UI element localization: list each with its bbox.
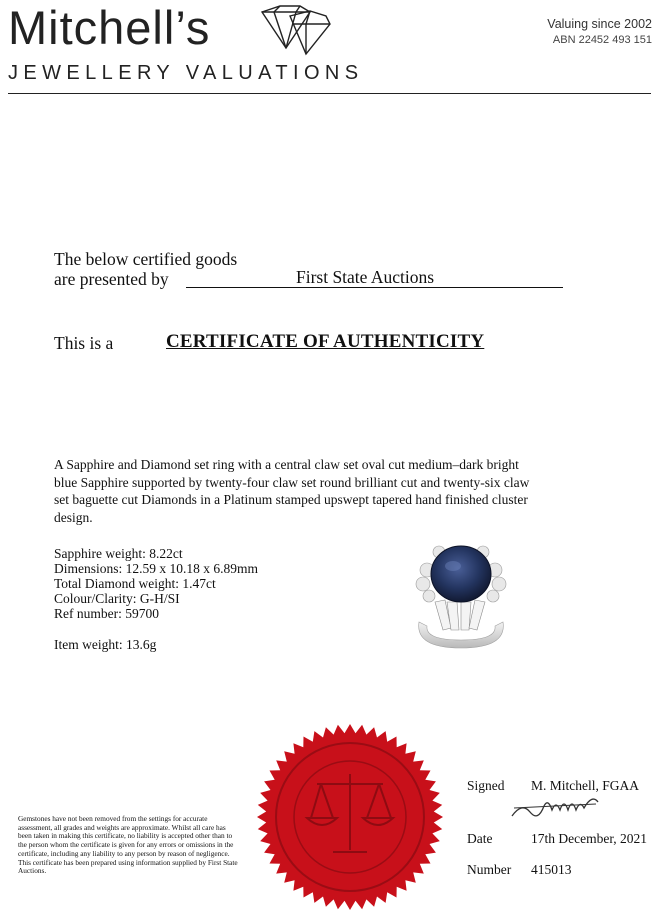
certificate-title: CERTIFICATE OF AUTHENTICITY: [166, 331, 485, 352]
spec-colour-clarity: Colour/Clarity: G-H/SI: [54, 591, 180, 606]
presented-line-2: are presented by: [54, 269, 169, 289]
ring-photo: [405, 530, 517, 650]
certificate-prefix: This is a: [54, 333, 114, 353]
item-description: A Sapphire and Diamond set ring with a central claw set oval cut medium–dark bright blue Sapphire supported by twenty-four claw set round brilliant cut and twenty-six claw set baguette cut Diamonds in a Platinum stamped upswept tapered hand finished cluster design.: [54, 457, 530, 525]
spec-ref-number: Ref number: 59700: [54, 606, 159, 621]
disclaimer-text: Gemstones have not been removed from the settings for accurate assessment, all grades and weights are approximate. Whilst all care has been taken in making this certificate, no liability is accepted other than to the person whom the certificate is given for any errors or omissions in the certificate, including any liability to any person by reason of negligence. This certificate has been prepared using information supplied by First State Auctions.: [18, 814, 238, 876]
tagline: Valuing since 2002: [547, 17, 652, 31]
wax-seal: [255, 722, 445, 912]
header-divider: [8, 93, 651, 94]
signer-name: M. Mitchell, FGAA: [531, 778, 639, 793]
signature-image: [508, 790, 608, 826]
spec-dimensions: Dimensions: 12.59 x 10.18 x 6.89mm: [54, 561, 259, 576]
date-value: 17th December, 2021: [531, 831, 648, 846]
number-label: Number: [467, 862, 512, 877]
presented-line-1: The below certified goods: [54, 249, 238, 269]
diamond-icon: [252, 2, 332, 58]
presenter-underline: [186, 287, 563, 288]
abn-number: ABN 22452 493 151: [552, 34, 652, 46]
number-value: 415013: [531, 862, 572, 877]
brand-subtitle: JEWELLERY VALUATIONS: [8, 62, 364, 84]
spec-diamond-weight: Total Diamond weight: 1.47ct: [54, 576, 216, 591]
signed-label: Signed: [467, 778, 505, 793]
presenter-name: First State Auctions: [295, 267, 435, 287]
spec-item-weight: Item weight: 13.6g: [54, 637, 157, 652]
date-label: Date: [467, 831, 493, 846]
spec-sapphire-weight: Sapphire weight: 8.22ct: [54, 546, 183, 561]
brand-name: Mitchell’s: [8, 1, 211, 54]
